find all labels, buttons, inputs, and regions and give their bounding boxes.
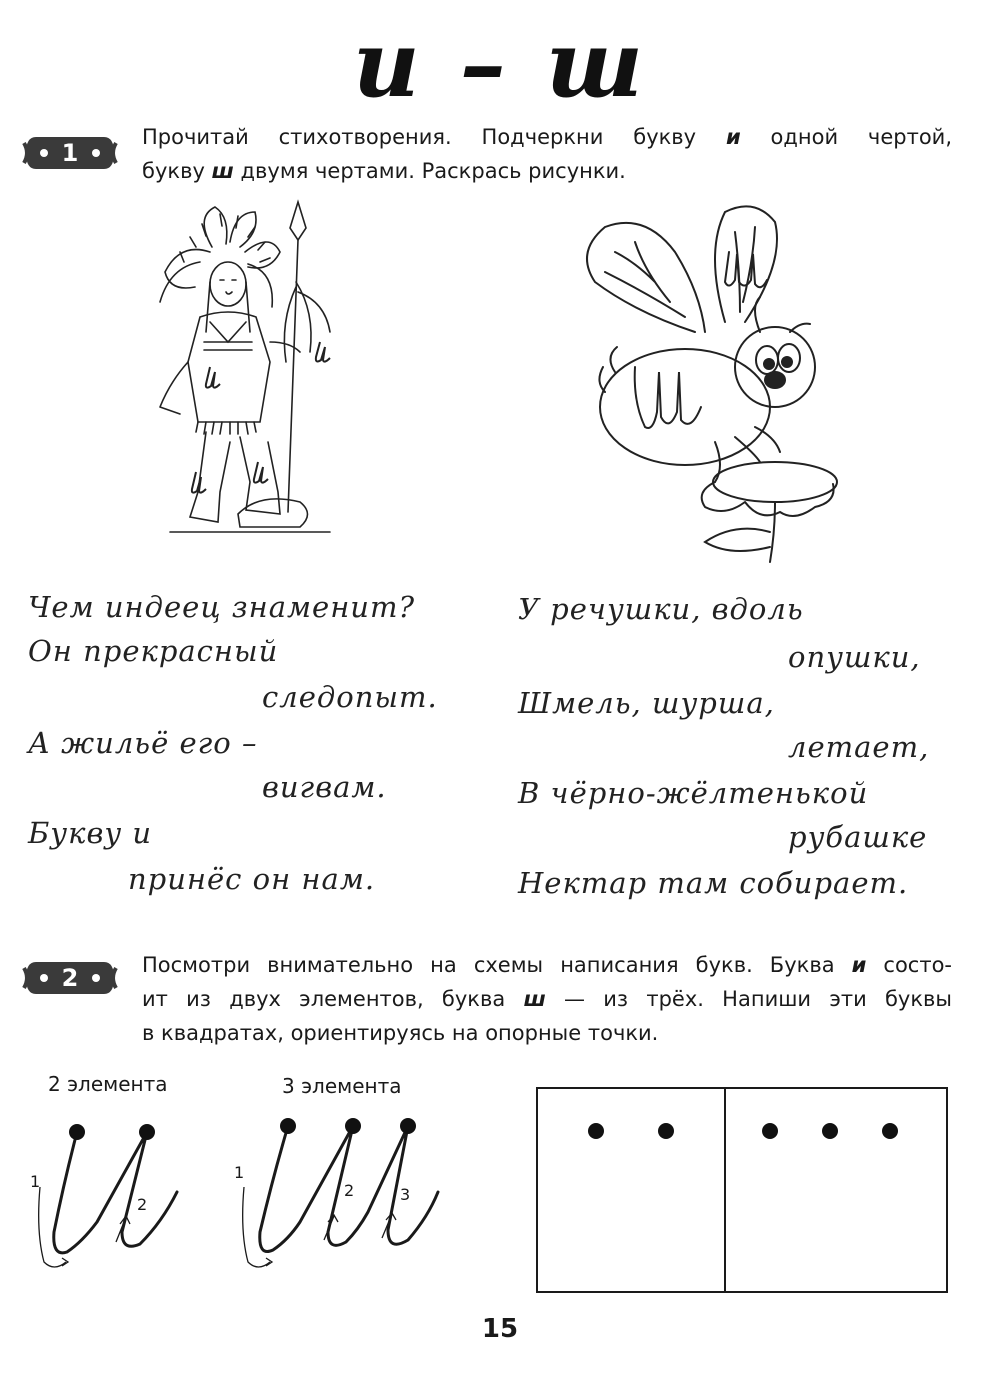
box-right-dots [726, 1123, 948, 1139]
task-2-line-3: в квадратах, ориентируясь на опорные точки. [142, 1021, 659, 1045]
task-2-line-2 [142, 982, 952, 1016]
text-part: букву [142, 159, 212, 183]
poem-left-line-7: принёс он нам. [128, 862, 376, 896]
task-1-line-2 [142, 154, 952, 188]
task-2-number: 2 [61, 964, 79, 992]
poem-right-line-5: В чёрно-жёлтенькой [518, 776, 869, 810]
poem-right-line-4: летает, [788, 730, 930, 764]
text-part: двумя чертами. Раскрась рисунки. [233, 159, 626, 183]
poem-left-line-4: А жильё его – [28, 726, 258, 760]
text-part: одной чертой, [740, 125, 952, 149]
poem-right-line-6: рубашке [788, 820, 928, 854]
reference-dot [588, 1123, 604, 1139]
start-dot [139, 1124, 155, 1140]
poem-right-line-2: опушки, [788, 640, 921, 674]
scheme-i-label: 2 элемента [48, 1072, 168, 1096]
task-2-line-1 [142, 948, 952, 982]
poem-left-line-2: Он прекрасный [28, 634, 279, 668]
reference-dot [658, 1123, 674, 1139]
reference-dot [822, 1123, 838, 1139]
page-title: и – ш [352, 10, 648, 118]
poem-left-line-5: вигвам. [262, 770, 387, 804]
start-dot [400, 1118, 416, 1134]
task-1-badge [22, 133, 118, 173]
task-2-instructions [142, 948, 952, 1050]
text-part: состо- [866, 953, 952, 977]
writing-practice-box[interactable] [536, 1087, 948, 1293]
letter-i-writing-scheme [22, 1112, 202, 1282]
reference-dot [882, 1123, 898, 1139]
start-dot [280, 1118, 296, 1134]
page-number: 15 [481, 1314, 519, 1344]
highlight-letter-i: и [851, 953, 867, 977]
text-part: Посмотри внимательно на схемы написания букв. Буква [142, 953, 852, 977]
poem-right-line-7: Нектар там собирает. [518, 866, 909, 900]
indian-chief-illustration [140, 192, 350, 542]
task-1-instructions [142, 120, 952, 188]
highlight-letter-sh: ш [523, 987, 546, 1011]
poem-left-line-1: Чем индеец знаменит? [28, 590, 416, 624]
poem-right-line-3: Шмель, шурша, [518, 686, 775, 720]
letter-sh-writing-scheme [228, 1112, 458, 1282]
text-part: ит из двух элементов, буква [142, 987, 524, 1011]
highlight-letter-i: и [725, 125, 741, 149]
poem-left-line-3: следопыт. [262, 680, 438, 714]
task-2-badge [22, 958, 118, 998]
step-number: 2 [137, 1195, 148, 1214]
highlight-letter-sh: ш [211, 159, 234, 183]
start-dot [69, 1124, 85, 1140]
task-1-number: 1 [61, 139, 79, 167]
text-part: Прочитай стихотворения. Подчеркни букву [142, 125, 726, 149]
step-number: 3 [400, 1185, 411, 1204]
step-number: 1 [30, 1172, 41, 1191]
bumblebee-illustration [575, 192, 865, 572]
poem-right-line-1: У речушки, вдоль [518, 592, 804, 626]
box-divider [724, 1089, 726, 1291]
step-number: 2 [344, 1181, 355, 1200]
task-1-line-1 [142, 120, 952, 154]
step-number: 1 [234, 1163, 245, 1182]
text-part: — из трёх. Напиши эти буквы [545, 987, 953, 1011]
scheme-sh-label: 3 элемента [282, 1074, 402, 1098]
box-left-dots [538, 1123, 724, 1139]
poem-left-line-6: Букву и [28, 816, 153, 850]
start-dot [345, 1118, 361, 1134]
reference-dot [762, 1123, 778, 1139]
